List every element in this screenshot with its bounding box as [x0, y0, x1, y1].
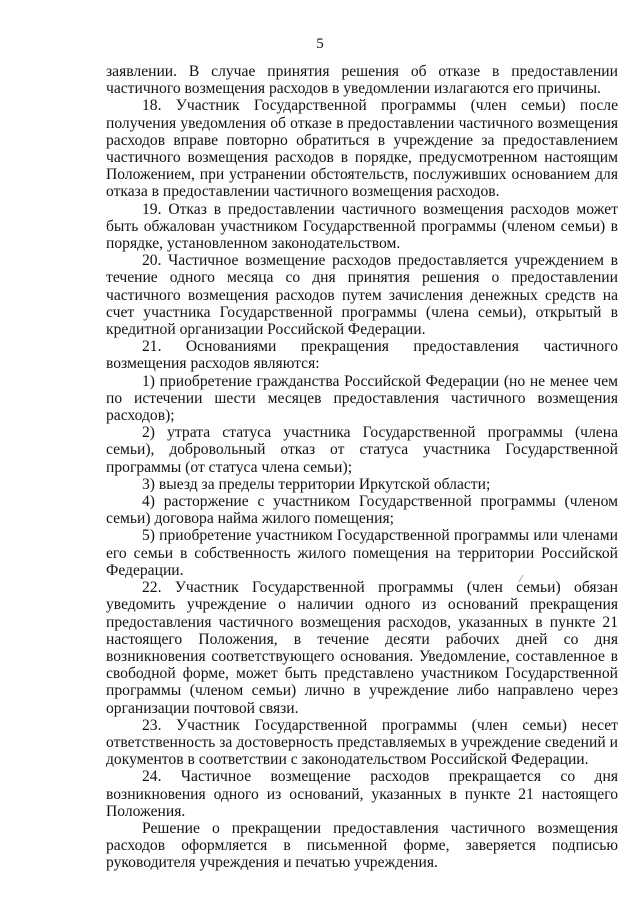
paragraph-19: 19. Отказ в предоставлении частичного возмещения расходов может быть обжалован участником Государственной программы (членом семьи) в порядке, установленном законодательством. — [106, 200, 618, 253]
paragraph-21-item-3: 3) выезд за пределы территории Иркутской области; — [142, 475, 491, 493]
paragraph-20: 20. Частичное возмещение расходов предоставляется учреждением в течение одного месяца со дня принятия решения о предоставлении частичного возмещения расходов путем зачисления денежных средств на счет участника Государственной программы (члена семьи), открытый в кредитной организации Российской Федерации. — [106, 252, 618, 339]
paragraph-22: 22. Участник Государственной программы (член семьи) обязан уведомить учреждение о наличии одного из оснований прекращения предоставления частичного возмещения расходов, указанных в пункте 21 настоящего Положения, в течение десяти рабочих дней со дня возникновения соответствующего основания. Уведомление, составленное в свободной форме, может быть представлено участником Государственной программы (членом семьи) лично в учреждение либо направлено через организации почтовой связи. — [106, 579, 618, 717]
page-number: 5 — [316, 36, 324, 52]
paragraph-18: 18. Участник Государственной программы (член семьи) после получения уведомления об отказе в предоставлении частичного возмещения расходов вправе повторно обратиться в учреждение за предоставлением частичного возмещения расходов в порядке, предусмотренном настоящим Положением, при устранении обстоятельств, послуживших основанием для отказа в предоставлении частичного возмещения расходов. — [106, 97, 618, 201]
paragraph-23: 23. Участник Государственной программы (член семьи) несет ответственность за достоверность представляемых в учреждение сведений и документов в соответствии с законодательством Российской Федерации. — [106, 716, 618, 769]
paragraph-24: 24. Частичное возмещение расходов прекращается со дня возникновения одного из оснований, указанных в пункте 21 настоящего Положения. — [106, 768, 618, 820]
paragraph-21-item-4: 4) расторжение с участником Государственной программы (членом семьи) договора найма жилого помещения; — [106, 493, 618, 528]
paragraph-21-item-5: 5) приобретение участником Государственной программы или членами его семьи в собственность жилого помещения на территории Российской Федерации. — [106, 527, 618, 579]
document-body — [106, 63, 618, 872]
paragraph-17-continuation: заявлении. В случае принятия решения об отказе в предоставлении частичного возмещения расходов в уведомлении излагаются его причины. — [106, 63, 618, 98]
paragraph-21-item-2: 2) утрата статуса участника Государственной программы (члена семьи), добровольный отказ от статуса участника Государственной программы (от статуса члена семьи); — [106, 424, 618, 476]
paragraph-24-decision: Решение о прекращении предоставления частичного возмещения расходов оформляется в письменной форме, заверяется подписью руководителя учреждения и печатью учреждения. — [106, 819, 618, 872]
paragraph-21-item-1: 1) приобретение гражданства Российской Федерации (но не менее чем по истечении шести месяцев предоставления частичного возмещения расходов); — [106, 372, 618, 425]
paragraph-21: 21. Основаниями прекращения предоставления частичного возмещения расходов являются: — [106, 338, 618, 373]
